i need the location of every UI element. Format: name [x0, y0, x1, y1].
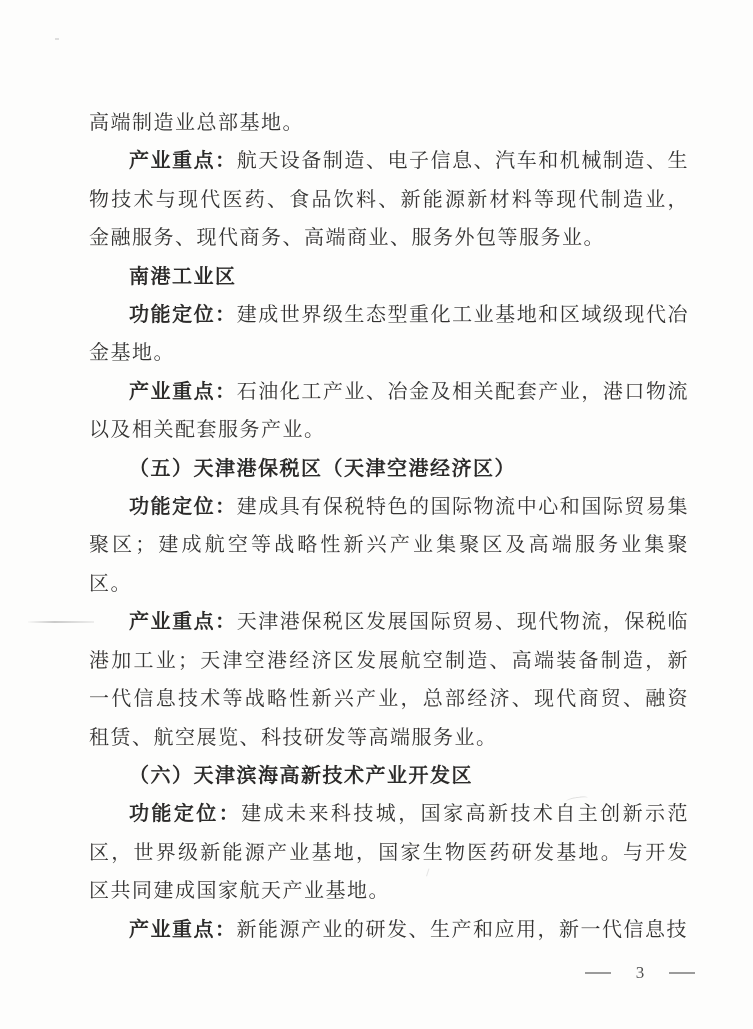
scan-artifact-line — [28, 621, 94, 623]
paragraph — [89, 296, 689, 373]
footer-right-dash — [669, 972, 695, 974]
document-body — [89, 104, 689, 949]
footer-left-dash — [585, 972, 611, 974]
paragraph-text: 高端制造业总部基地。 — [89, 112, 304, 134]
paragraph-label: 产业重点： — [129, 150, 237, 173]
paragraph — [89, 911, 689, 949]
paragraph-label: 产业重点： — [129, 380, 237, 403]
paragraph-text: 建成具有保税特色的国际物流中心和国际贸易集聚区；建成航空等战略性新兴产业集聚区及高端服务业集聚区。 — [89, 496, 690, 595]
paragraph — [89, 373, 689, 450]
paragraph-label: 产业重点： — [129, 918, 237, 941]
paragraph — [89, 795, 689, 910]
paragraph — [89, 488, 689, 603]
heading-text: （六）天津滨海高新技术产业开发区 — [129, 764, 473, 787]
paragraph-text: 新能源产业的研发、生产和应用，新一代信息技 — [236, 918, 688, 941]
heading-text: 南港工业区 — [129, 265, 237, 288]
continuation-paragraph — [89, 104, 689, 142]
paragraph-text: 建成世界级生态型重化工业基地和区域级现代冶金基地。 — [89, 304, 690, 365]
section-heading — [89, 757, 689, 795]
section-heading — [89, 258, 689, 296]
paragraph — [89, 603, 689, 757]
page-number: 3 — [635, 963, 645, 982]
scan-artifact-speck — [55, 38, 59, 40]
section-heading — [89, 450, 689, 488]
paragraph-label: 功能定位： — [129, 803, 242, 826]
paragraph-label: 产业重点： — [129, 611, 237, 634]
paragraph-text: 石油化工产业、冶金及相关配套产业，港口物流以及相关配套服务产业。 — [89, 380, 690, 442]
paragraph — [89, 142, 689, 257]
paragraph-text: 航天设备制造、电子信息、汽车和机械制造、生物技术与现代医药、食品饮料、新能源新材料等现代制造业，金融服务、现代商务、高端商业、服务外包等服务业。 — [89, 150, 690, 250]
paragraph-label: 功能定位： — [129, 304, 237, 327]
heading-text: （五）天津港保税区（天津空港经济区） — [129, 457, 516, 480]
paragraph-label: 功能定位： — [129, 496, 237, 519]
paragraph-text: 建成未来科技城，国家高新技术自主创新示范区，世界级新能源产业基地，国家生物医药研发基地。与开发区共同建成国家航天产业基地。 — [89, 803, 689, 903]
page-footer — [585, 963, 695, 983]
paragraph-text: 天津港保税区发展国际贸易、现代物流，保税临港加工业；天津空港经济区发展航空制造、高端装备制造，新一代信息技术等战略性新兴产业，总部经济、现代商贸、融资租赁、航空展览、科技研发等高端服务业。 — [89, 611, 690, 749]
